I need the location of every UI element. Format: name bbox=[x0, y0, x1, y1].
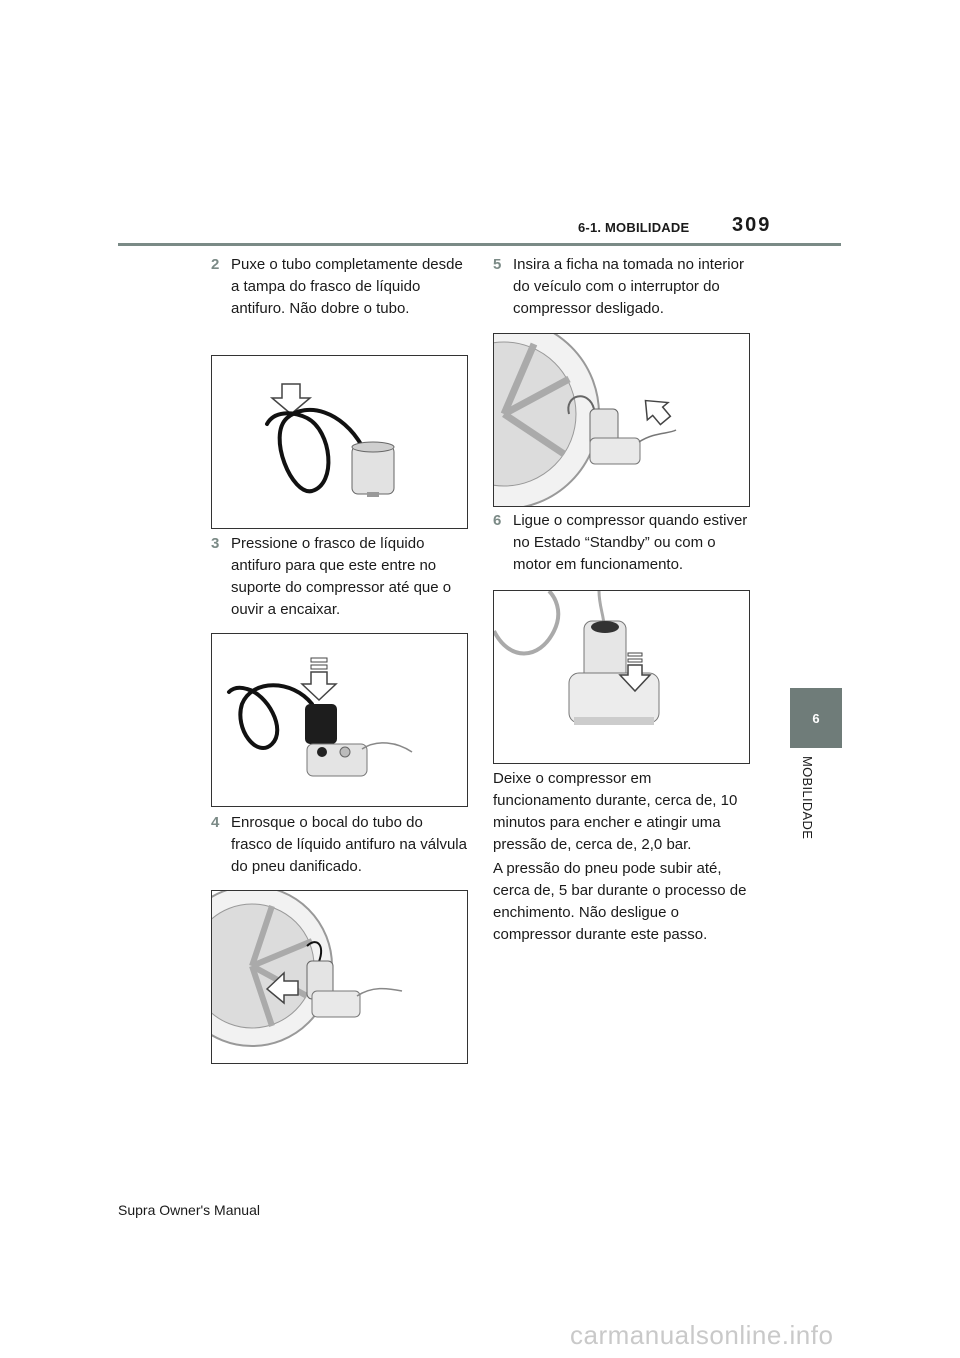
footer-manual-title: Supra Owner's Manual bbox=[118, 1202, 260, 1218]
compressor-shape bbox=[590, 438, 640, 464]
figure-plug-in bbox=[493, 333, 750, 507]
step-number: 5 bbox=[493, 256, 502, 273]
bottle-shape bbox=[352, 446, 394, 494]
plug-in-illustration bbox=[494, 334, 749, 506]
step-text: Puxe o tubo completamente desde a tampa do frasco de líquido antifuro. Não dobre o tubo. bbox=[231, 256, 463, 317]
step-text: Insira a ficha na tomada no interior do veículo com o interruptor do compressor desligado. bbox=[513, 256, 744, 317]
paragraph-pressure: A pressão do pneu pode subir até, cerca de, 5 bar durante o processo de enchimento. Não desligue o compressor durante este passo. bbox=[493, 860, 747, 943]
watermark: carmanualsonline.info bbox=[570, 1320, 834, 1350]
insert-bottle-illustration bbox=[212, 634, 467, 806]
paragraph-run-time: Deixe o compressor em funcionamento durante, cerca de, 10 minutos para encher e atingir uma pressão de, cerca de, 2,0 bar. bbox=[493, 770, 738, 853]
step-6 bbox=[493, 510, 749, 576]
header-rule bbox=[118, 243, 841, 246]
page-number: 309 bbox=[732, 214, 772, 236]
tube-shape bbox=[267, 410, 362, 491]
step-3 bbox=[211, 533, 467, 621]
step-number: 3 bbox=[211, 535, 220, 552]
step-text: Enrosque o bocal do tubo do frasco de líquido antifuro na válvula do pneu danificado. bbox=[231, 814, 467, 875]
figure-insert-bottle bbox=[211, 633, 468, 807]
bottle-shape bbox=[305, 704, 337, 744]
step-5 bbox=[493, 254, 749, 320]
compressor-on-illustration bbox=[494, 591, 749, 763]
down-arrow-icon bbox=[302, 672, 336, 700]
connect-valve-illustration bbox=[212, 891, 467, 1063]
figure-connect-valve bbox=[211, 890, 468, 1064]
chapter-tab: 6 bbox=[790, 688, 842, 748]
figure-pull-tube bbox=[211, 355, 468, 529]
step-2 bbox=[211, 254, 467, 320]
tube-shape bbox=[494, 591, 558, 654]
section-title: 6-1. MOBILIDADE bbox=[578, 220, 690, 235]
step-number: 6 bbox=[493, 512, 502, 529]
compressor-shape bbox=[312, 991, 360, 1017]
arrow-icon bbox=[637, 390, 676, 429]
compressor-shape bbox=[307, 744, 367, 776]
chapter-side-label: MOBILIDADE bbox=[800, 756, 815, 840]
step-number: 4 bbox=[211, 814, 220, 831]
tube-shape bbox=[229, 685, 312, 748]
pull-tube-illustration bbox=[212, 356, 467, 528]
figure-compressor-on bbox=[493, 590, 750, 764]
step-text: Ligue o compressor quando estiver no Estado “Standby” ou com o motor em funcionamento. bbox=[513, 512, 748, 573]
step-4 bbox=[211, 812, 467, 878]
step-number: 2 bbox=[211, 256, 220, 273]
step-text: Pressione o frasco de líquido antifuro para que este entre no suporte do compressor até que o ouvir a encaixar. bbox=[231, 535, 452, 618]
